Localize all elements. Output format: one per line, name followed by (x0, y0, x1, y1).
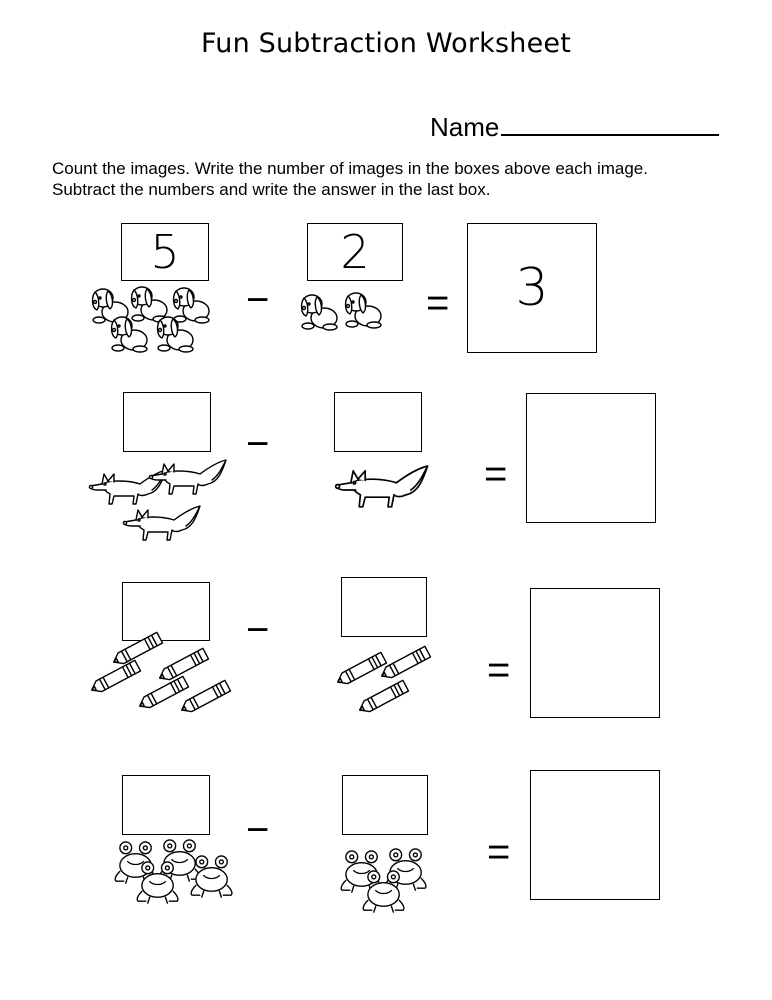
crayon-group-first (84, 645, 239, 715)
crayon-icon (379, 646, 431, 681)
crayon-icon (89, 660, 141, 695)
equals-sign: = (487, 648, 511, 692)
frog-group-second (338, 843, 433, 923)
crayon-icon (137, 676, 189, 711)
crayon-icon (357, 680, 409, 715)
equals-sign: = (487, 830, 511, 874)
answer-box-second[interactable] (334, 392, 422, 452)
frog-icon (191, 856, 232, 897)
worksheet-title: Fun Subtraction Worksheet (201, 28, 571, 59)
instructions-line-1: Count the images. Write the number of images in the boxes above each image. (52, 159, 648, 178)
puppy-icon (346, 293, 381, 328)
answer-box-first[interactable] (123, 392, 211, 452)
puppy-icon (112, 317, 147, 352)
fox-icon (123, 506, 200, 540)
answer-box-result[interactable] (530, 588, 660, 718)
minus-sign: − (246, 422, 270, 466)
instructions (52, 158, 648, 200)
fox-group-second (330, 460, 435, 520)
frog-icon (137, 862, 178, 903)
puppy-icon (302, 295, 337, 330)
answer-box-result[interactable] (526, 393, 656, 523)
fox-group-first (86, 456, 246, 556)
crayon-group-second (330, 645, 440, 715)
minus-sign: − (246, 278, 270, 322)
instructions-line-2: Subtract the numbers and write the answer in the last box. (52, 180, 491, 199)
answer-box-first[interactable]: 5 (121, 223, 209, 281)
frog-group-first (112, 838, 242, 913)
name-underline[interactable] (501, 112, 719, 136)
puppy-icon (158, 317, 193, 352)
minus-sign: − (246, 808, 270, 852)
answer-box-second[interactable] (341, 577, 427, 637)
crayon-icon (335, 652, 387, 687)
equals-sign: = (426, 281, 450, 325)
puppy-icon (174, 288, 209, 323)
answer-box-result[interactable]: 3 (467, 223, 597, 353)
equals-sign: = (484, 452, 508, 496)
name-label: Name (430, 112, 500, 142)
name-field[interactable] (430, 112, 719, 143)
answer-box-second[interactable] (342, 775, 428, 835)
answer-box-result[interactable] (530, 770, 660, 900)
puppy-group-second (298, 288, 393, 333)
fox-icon (336, 466, 428, 507)
frog-icon (363, 871, 404, 912)
puppy-group-first (86, 284, 216, 364)
puppy-icon (132, 287, 167, 322)
fox-icon (149, 460, 226, 494)
answer-box-first[interactable] (122, 775, 210, 835)
minus-sign: − (246, 608, 270, 652)
answer-box-first[interactable] (122, 582, 210, 641)
answer-box-second[interactable]: 2 (307, 223, 403, 281)
